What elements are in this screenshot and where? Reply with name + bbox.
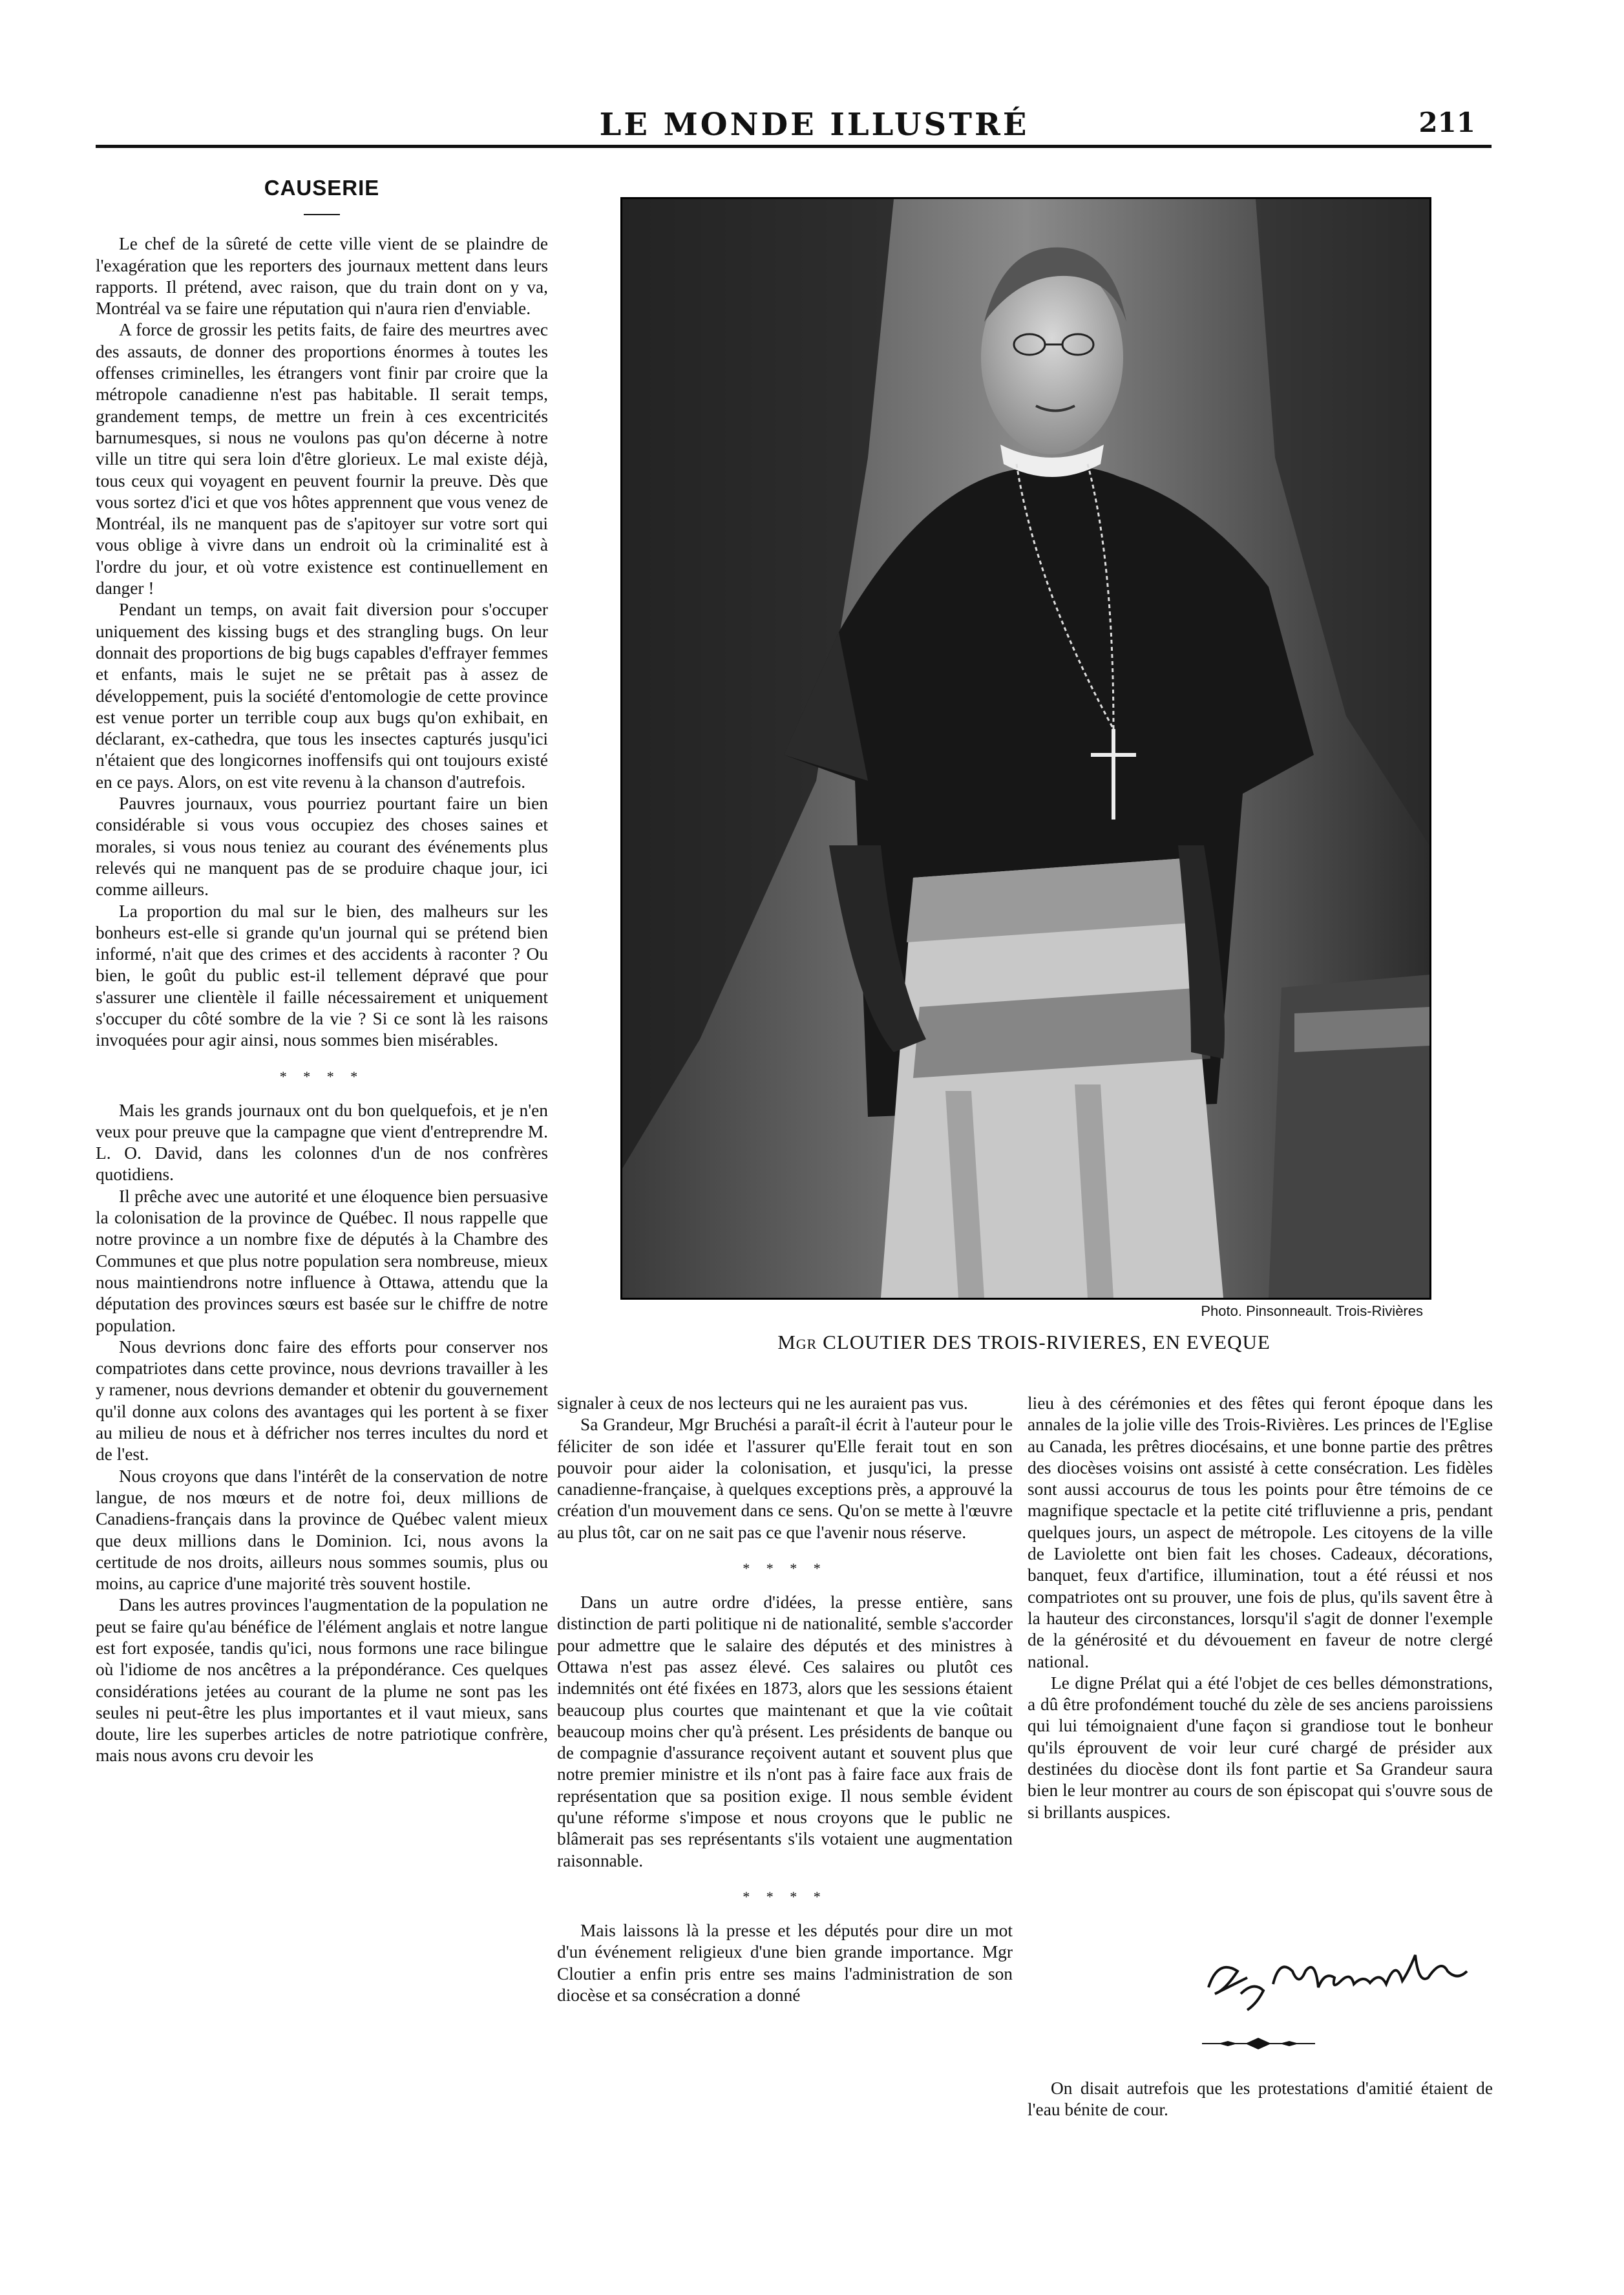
- section-separator-stars: * * * *: [743, 1560, 827, 1577]
- paragraph: Pauvres journaux, vous pourriez pourtant faire un bien considérable si vous vous occupiez des choses saines et morales, si vous nous teniez au courant des événements plus relevés qui ne manquent pas de se produire chaque jour, ici comme ailleurs.: [96, 794, 548, 900]
- column-3-part-1: [1028, 1393, 1493, 1823]
- photo-caption: [620, 1331, 1428, 1354]
- author-signature: [1202, 1932, 1473, 2016]
- paragraph: Il prêche avec une autorité et une éloquence bien persuasive la colonisation de la province de Québec. Il nous rappelle que notre province a un nombre fixe de députés à la Chambre des Communes et que plus notre population sera nombreuse, mieux nous maintiendrons notre influence à Ottawa, attendu que la députation des provinces sœurs est basée sur le chiffre de notre population.: [96, 1186, 548, 1335]
- paragraph: Mais les grands journaux ont du bon quelquefois, et je n'en veux pour preuve que la campagne que vient d'entreprendre M. L. O. David, dans les colonnes d'un de nos confrères quotidiens.: [96, 1100, 548, 1185]
- paragraph: Nous devrions donc faire des efforts pour conserver nos compatriotes dans cette province, nous devrions travailler à les y ramener, nous devrions demander et obtenir du gouvernement qu'il donne aux colons des avantages qui les portent à se fixer au milieu de nous et à défricher nos terres incultes du nord et de l'est.: [96, 1337, 548, 1465]
- signature-image: [1202, 1932, 1473, 2016]
- portrait-photo: [620, 197, 1431, 1300]
- paragraph: Pendant un temps, on avait fait diversion pour s'occuper uniquement des kissing bugs et des strangling bugs. On leur donnait des proportions de big bugs capables d'effrayer femmes et enfants, mais le sujet ne se prêtait pas à assez de développement, puis la société d'entomologie de cette province est venue porter un terrible coup aux bugs qu'on exhibait, en déclarant, ex-cathedra, que tous les insectes capturés jusqu'ici n'étaient que des longicornes inoffensifs qui ont toujours existé en ce pays. Alors, on est vite revenu à la chanson d'autrefois.: [96, 600, 548, 792]
- ornament-image: [1199, 2036, 1318, 2051]
- column-1: [96, 177, 548, 1767]
- article-title: CAUSERIE: [264, 176, 380, 200]
- paragraph: Dans les autres provinces l'augmentation de la population ne peut se faire qu'au bénéfice de l'élément anglais et notre langue est fort exposée, tandis qu'ici, nous formons une race bilingue où l'idiome de nos ancêtres a la prépondérance. Ces quelques considérations jetées au courant de la plume ne sont pas les seules ni peut-être les plus importantes et il vaut mieux, sans doute, lire les superbes articles de notre patriotique confrère, mais nous avons cru devoir les: [96, 1595, 548, 1766]
- title-rule: [304, 214, 340, 215]
- column-1-part-1: [96, 233, 548, 1051]
- paragraph: signaler à ceux de nos lecteurs qui ne les auraient pas vus.: [557, 1393, 968, 1413]
- masthead-rule: [96, 145, 1492, 148]
- column-1-part-2: [96, 1100, 548, 1767]
- ornament-divider: [1199, 2036, 1318, 2051]
- column-3-part-2: [1028, 2078, 1493, 2121]
- column-2-part-1: [557, 1393, 1013, 1543]
- paragraph: Dans un autre ordre d'idées, la presse entière, sans distinction de parti politique ni de nationalité, semble s'accorder pour admettre que le salaire des députés et des ministres à Ottawa n'est pas assez élevé. Ces salaires ou plutôt ces indemnités ont été fixées en 1873, alors que les sessions étaient beaucoup plus courtes que maintenant et que la vie coûtait beaucoup moins cher qu'à présent. Les présidents de banque ou de compagnie d'assurance reçoivent autant et souvent plus que notre premier ministre et ils n'ont pas à faire face aux frais de représentation que sa position exige. Il nous semble évident qu'une réforme s'impose et nous croyons que le public ne blâmerait pas ses représentants s'ils votaient une augmentation raisonnable.: [557, 1592, 1013, 1870]
- bishop-portrait-image: [622, 199, 1429, 1298]
- column-3: [1028, 1393, 1493, 1823]
- page-number: 211: [1418, 107, 1475, 138]
- paragraph: Mais laissons là la presse et les députés pour dire un mot d'un événement religieux d'une bien grande importance. Mgr Cloutier a enfin pris entre ses mains l'administration de son diocèse et sa consécration a donné: [557, 1920, 1013, 2005]
- paragraph: Sa Grandeur, Mgr Bruchési a paraît-il écrit à l'auteur pour le féliciter de son idée et l'assurer qu'Elle ferait tout en son pouvoir pour aider la colonisation, et jusqu'ici, la presse canadienne-française, à quelques exceptions près, a approuvé la création d'un mouvement dans ce sens. Qu'on se mette à l'œuvre au plus tôt, car on ne sait pas ce que l'avenir nous réserve.: [557, 1415, 1013, 1542]
- column-2: [557, 1393, 1013, 2006]
- paragraph: A force de grossir les petits faits, de faire des meurtres avec des assauts, de donner des proportions énormes à toutes les offenses criminelles, les étrangers vont finir par croire que la métropole canadienne n'est pas habitable. Il serait temps, grandement temps, de mettre un frein à ces excentricités barnumesques, si nous ne voulons pas qu'on décerne à notre ville un titre qui sera loin d'être glorieux. Le mal existe déjà, tous ceux qui voyagent en peuvent fournir la preuve. Dès que vous sortez d'ici et que vos hôtes apprennent que vous venez de Montréal, ils ne manquent pas de s'apitoyer sur votre sort qui vous oblige à vivre dans un endroit où la criminalité est à l'ordre du jour, et où votre existence est continuellement en danger !: [96, 320, 548, 598]
- paragraph: La proportion du mal sur le bien, des malheurs sur les bonheurs est-elle si grande qu'un journal qui se prétend bien informé, n'ait que des crimes et des accidents à raconter ? Ou bien, le goût du public est-il tellement dépravé que pour s'assurer une clientèle il faille nécessairement et uniquement s'occuper du côté sombre de la vie ? Si ce sont là les raisons invoquées pour agir ainsi, nous sommes bien misérables.: [96, 901, 548, 1050]
- caption-prefix: Mgr: [777, 1331, 817, 1353]
- paragraph: lieu à des cérémonies et des fêtes qui feront époque dans les annales de la jolie ville des Trois-Rivières. Les princes de l'Eglise au Canada, les prêtres diocésains, et une bonne partie des prêtres des diocèses voisins ont assisté à cette consécration. Les fidèles sont aussi accourus de tous les points pour être témoins de ce magnifique spectacle et la petite cité trifluvienne a pris, pendant quelques jours, un aspect de métropole. Les citoyens de la ville de Laviolette ont bien fait les choses. Cadeaux, décorations, banquet, feux d'artifice, illumination, tout a été réussi et nos compatriotes ont su prouver, une fois de plus, qu'ils savent être à la hauteur des circonstances, lorsqu'il s'agit de donner l'exemple de la générosité et du dévouement en faveur de notre clergé national.: [1028, 1393, 1493, 1671]
- paragraph: Le digne Prélat qui a été l'objet de ces belles démonstrations, a dû être profondément touché du zèle de ses anciens paroissiens qui lui témoignaient d'une façon si grandiose tout le bonheur qu'ils éprouvent de voir leur curé chargé de présider aux destinées du diocèse dont ils font partie et Sa Grandeur saura bien le leur montrer au cours de son épiscopat qui s'ouvre sous de si brillants auspices.: [1028, 1673, 1493, 1822]
- paragraph: On disait autrefois que les protestations d'amitié étaient de l'eau bénite de cour.: [1028, 2078, 1493, 2120]
- photo-credit: Photo. Pinsonneault. Trois-Rivières: [1201, 1303, 1423, 1319]
- section-separator-stars: * * * *: [279, 1068, 364, 1084]
- masthead-title: LE MONDE ILLUSTRÉ: [599, 107, 1029, 143]
- paragraph: Le chef de la sûreté de cette ville vient de se plaindre de l'exagération que les reporters des journaux mettent dans leurs rapports. Il prétend, avec raison, que du train dont on y va, Montréal va se faire une réputation qui n'aura rien d'enviable.: [96, 234, 548, 319]
- caption-text: CLOUTIER DES TROIS-RIVIERES, EN EVEQUE: [823, 1331, 1271, 1353]
- paragraph: Nous croyons que dans l'intérêt de la conservation de notre langue, de nos mœurs et de notre foi, deux millions de Canadiens-français dans la province de Québec valent mieux que deux millions dans le Dominion. Ici, nous avons la certitude de nos droits, ailleurs nous sommes soumis, plus ou moins, au caprice d'une majorité très souvent hostile.: [96, 1466, 548, 1594]
- section-separator-stars: * * * *: [743, 1888, 827, 1905]
- masthead: [0, 107, 1624, 152]
- column-2-part-3: [557, 1920, 1013, 2006]
- column-2-part-2: [557, 1592, 1013, 1872]
